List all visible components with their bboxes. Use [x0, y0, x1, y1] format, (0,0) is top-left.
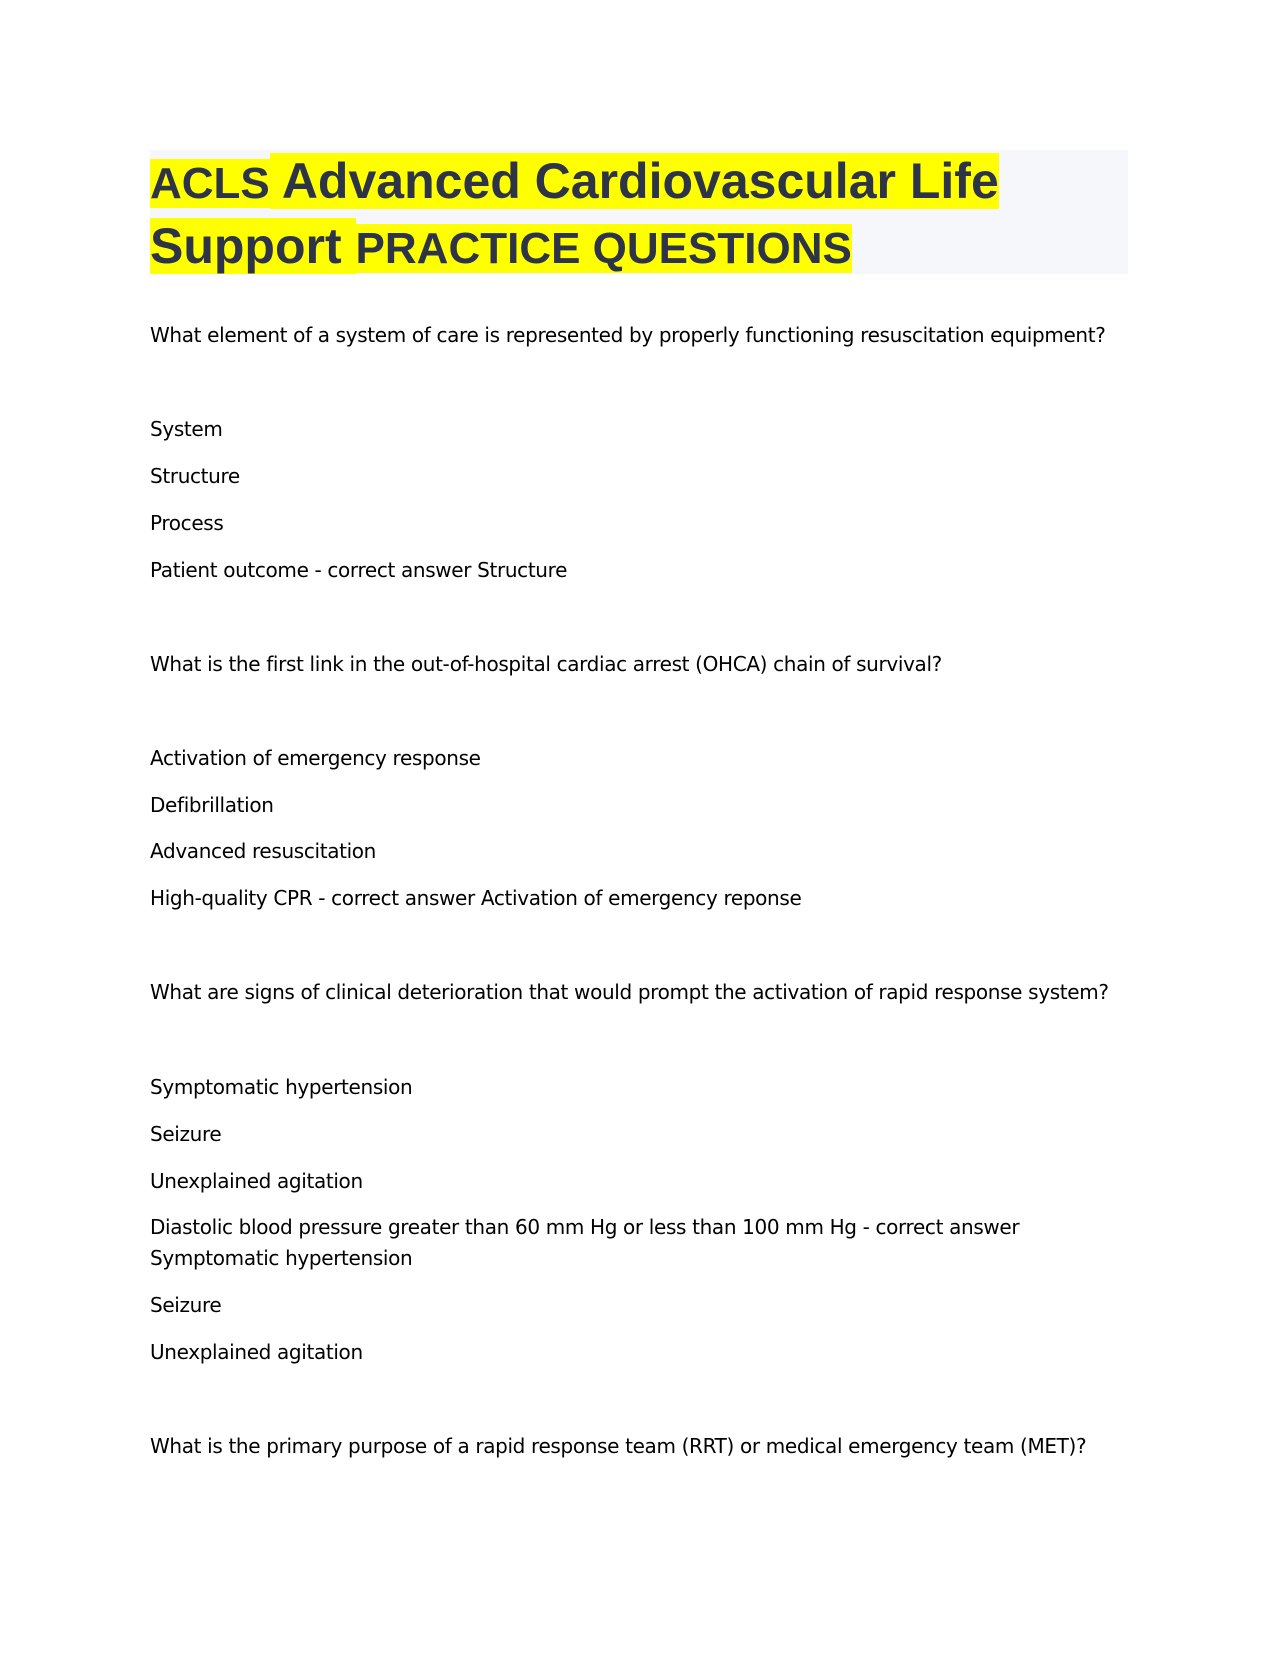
- question-2-text: What is the first link in the out-of-hospital cardiac arrest (OHCA) chain of survival?: [150, 652, 942, 676]
- question-3-line-3: Unexplained agitation: [150, 1169, 363, 1193]
- question-2-line-3: Advanced resuscitation: [150, 839, 377, 863]
- title-part-acls: ACLS: [150, 159, 270, 208]
- title-part-advanced: Advanced Cardiovascular Life: [281, 153, 999, 209]
- question-1-line-3: Process: [150, 511, 224, 535]
- question-2-line-1: Activation of emergency response: [150, 746, 481, 770]
- title-part-support: Support: [150, 218, 342, 274]
- question-4-text: What is the primary purpose of a rapid response team (RRT) or medical emergency team (MET)?: [150, 1434, 1087, 1458]
- question-3-line-2: Seizure: [150, 1122, 222, 1146]
- question-3-line-6: Unexplained agitation: [150, 1340, 363, 1364]
- question-1-line-2: Structure: [150, 464, 240, 488]
- question-1-line-1: System: [150, 417, 223, 441]
- title-block: [150, 150, 1128, 274]
- question-1-line-4: Patient outcome - correct answer Structure: [150, 558, 568, 582]
- question-3-text: What are signs of clinical deterioration that would prompt the activation of rapid response system?: [150, 980, 1109, 1004]
- question-3-line-4: Diastolic blood pressure greater than 60 mm Hg or less than 100 mm Hg - correct answer Symptomatic hypertension: [150, 1215, 1020, 1270]
- question-2-line-4: High-quality CPR - correct answer Activation of emergency reponse: [150, 886, 802, 910]
- question-1-text: What element of a system of care is represented by properly functioning resuscitation equipment?: [150, 323, 1106, 347]
- question-3-line-1: Symptomatic hypertension: [150, 1075, 413, 1099]
- title-part-practice: PRACTICE QUESTIONS: [355, 224, 852, 273]
- question-2-line-2: Defibrillation: [150, 793, 274, 817]
- question-3-line-5: Seizure: [150, 1293, 222, 1317]
- document-title: [150, 150, 1128, 280]
